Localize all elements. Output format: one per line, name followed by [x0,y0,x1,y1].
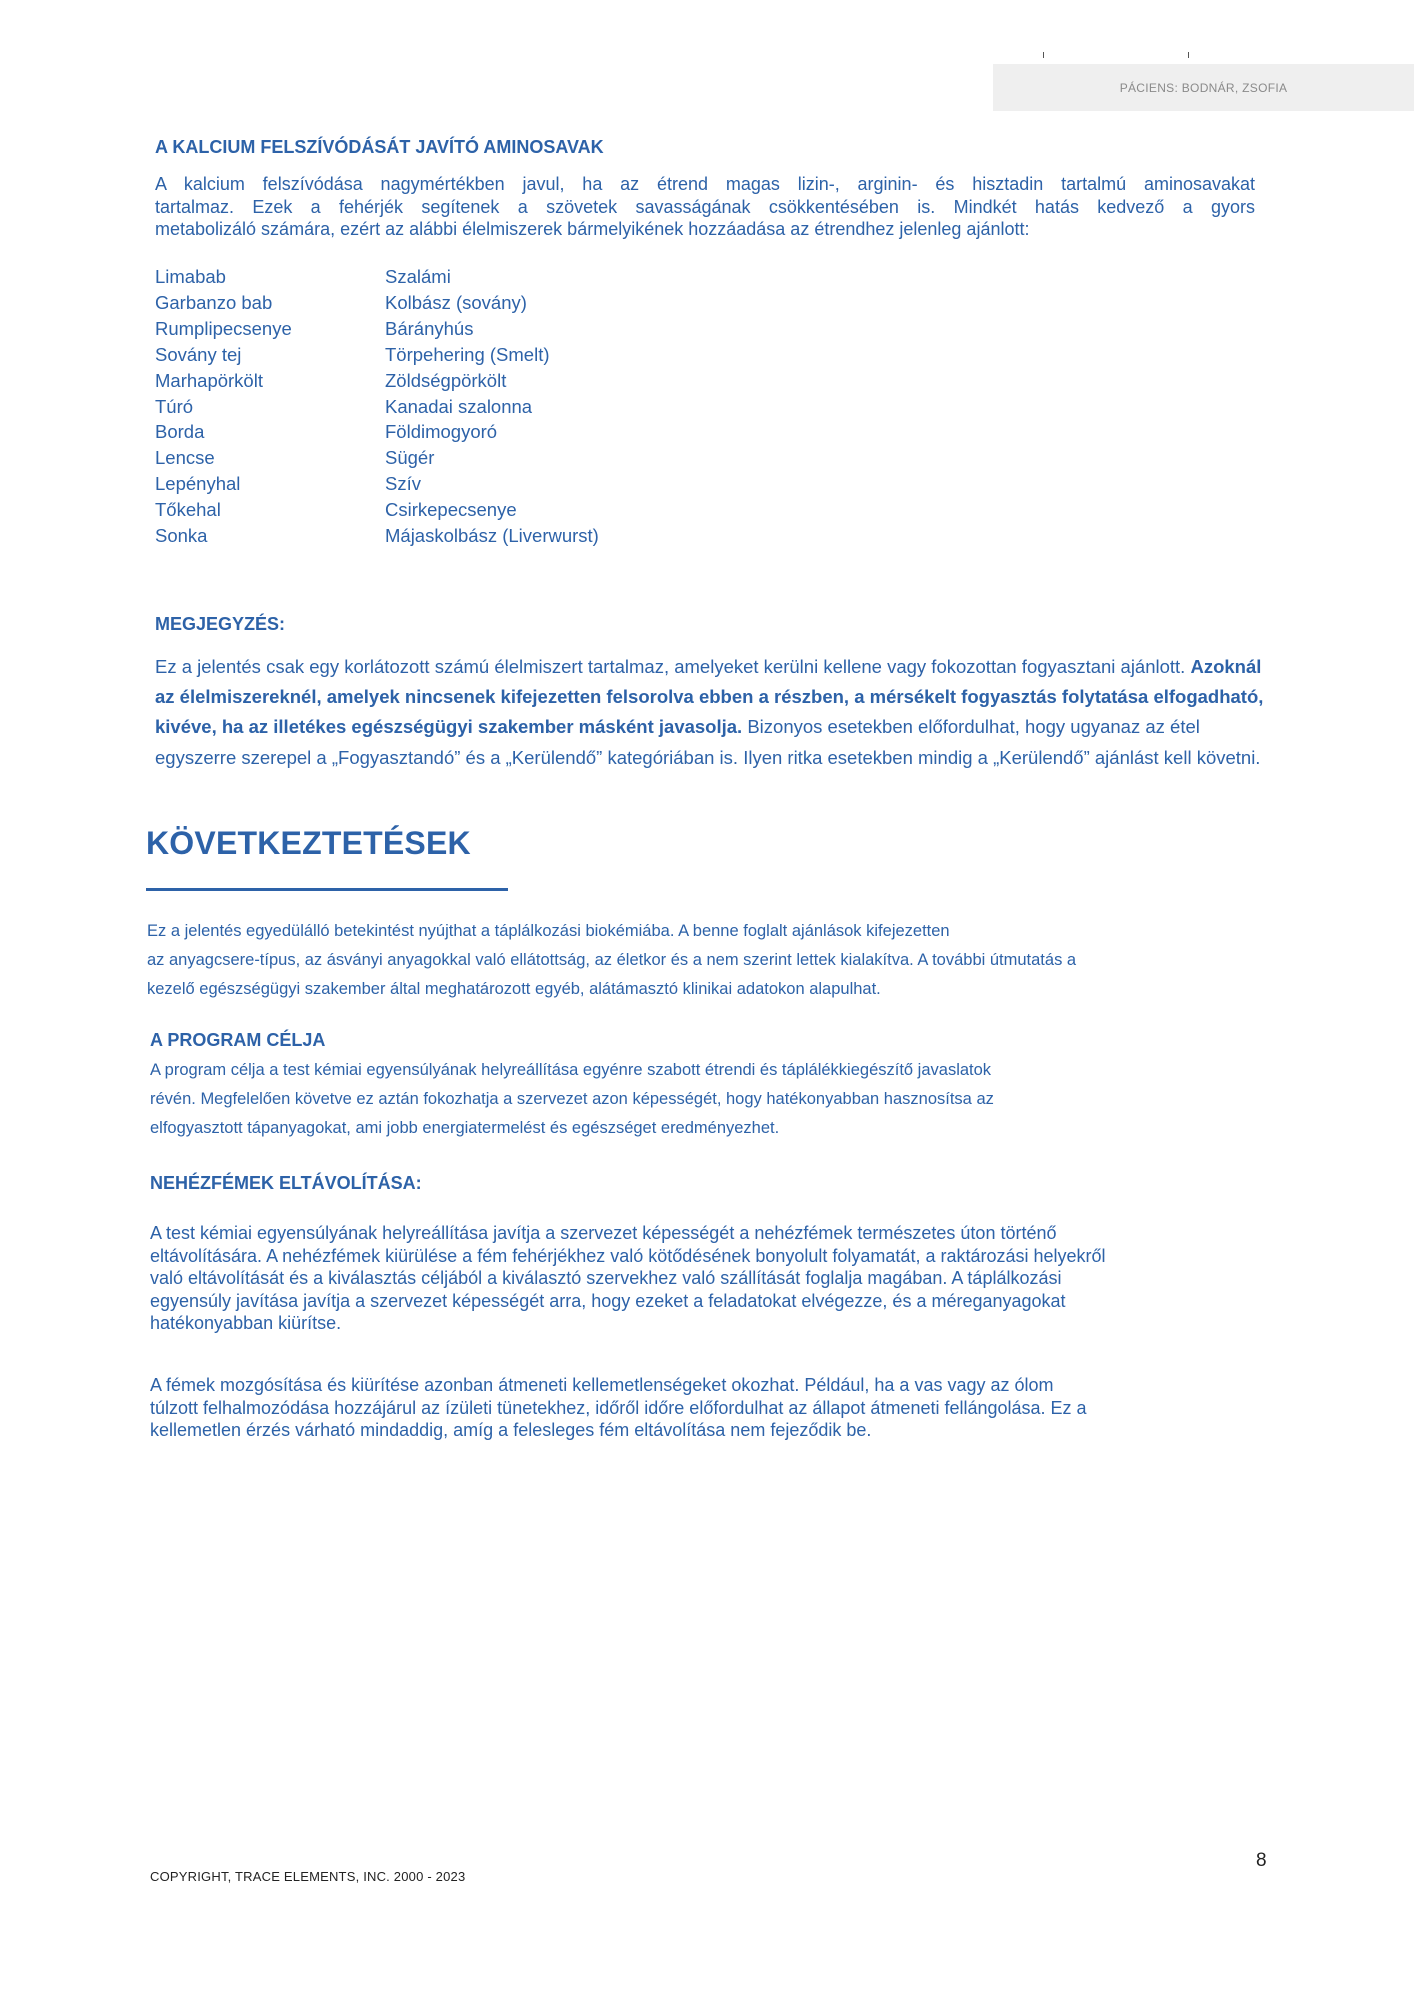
list-item: Kolbász (sovány) [385,291,527,313]
paragraph-line: A kalcium felszívódása nagymértékben javul, ha az étrend magas lizin-, arginin- és hisztadin tartalmú aminosavakat [155,174,1255,194]
paragraph-line: kezelő egészségügyi szakember által meghatározott egyéb, alátámasztó klinikai adatokon alapulhat. [147,980,881,998]
heavy-metals-title: NEHÉZFÉMEK ELTÁVOLÍTÁSA: [150,1173,422,1193]
note-title: MEGJEGYZÉS: [155,614,286,634]
conclusions-paragraph [147,917,1267,1004]
food-list-left [155,264,292,549]
paragraph-line: metabolizáló számára, ezért az alábbi élelmiszerek bármelyikének hozzáadása az étrendhez jelenleg ajánlott: [155,219,1030,239]
paragraph-line: való eltávolítását és a kiválasztás céljából a kiválasztó szervekhez való szállítását foglalja magában. A táplálkozási [150,1268,1062,1288]
amino-acids-paragraph [155,173,1255,241]
paragraph-line: révén. Megfelelően követve ez aztán fokozhatja a szervezet azon képességét, hogy hatékonyabban hasznosítsa az [150,1090,994,1108]
list-item: Bárányhús [385,317,474,339]
paragraph-line: túlzott felhalmozódása hozzájárul az ízületi tünetekhez, időről időre előfordulhat az állapot átmeneti fellángolása. Ez a [150,1397,1087,1418]
heavy-metals-paragraph-1 [150,1222,1270,1335]
list-item: Limabab [155,266,226,287]
paragraph-line: az anyagcsere-típus, az ásványi anyagokkal való ellátottság, az életkor és a nem szerint lettek kialakítva. A további útmutatás a [147,951,1077,969]
note-text-start: Ez a jelentés csak egy korlátozott számú élelmiszert tartalmaz, amelyeket kerülni kellene vagy fokozottan fogyasztani ajánlott. [155,656,1186,677]
list-item: Törpehering (Smelt) [385,343,550,365]
patient-label: PÁCIENS: BODNÁR, ZSOFIA [993,64,1414,111]
list-item: Zöldségpörkölt [385,369,507,391]
list-item: Garbanzo bab [155,291,273,313]
paragraph-line: Ez a jelentés egyedülálló betekintést nyújthat a táplálkozási biokémiába. A benne foglalt ajánlások kifejezetten [147,922,950,940]
list-item: Szív [385,473,421,495]
list-item: Marhapörkölt [155,369,263,391]
list-item: Sügér [385,447,435,469]
paragraph-line: tartalmaz. Ezek a fehérjék segítenek a szövetek savasságának csökkentésében is. Mindkét hatás kedvező a gyors [155,196,1255,217]
list-item: Kanadai szalonna [385,395,533,417]
list-item: Borda [155,421,205,443]
list-item: Szalámi [385,266,451,287]
note-text-end: Bizonyos esetekben előfordulhat, hogy ugyanaz az étel egyszerre szerepel a „Fogyasztandó” és a „Kerülendő” kategóriában is. Ilyen ritka esetekben mindig a „Kerülendő” ajánlást kell követni. [155,716,1261,768]
note-text-bold: Azoknál az élelmiszereknél, amelyek nincsenek kifejezetten felsorolva ebben a részben, a mérsékelt fogyasztás folytatása elfogadható, kivéve, ha az illetékes egészségügyi szakember másként javasolja. [155,656,1264,738]
paragraph-line: eltávolítására. A nehézfémek kiürülése a fém fehérjékhez való kötődésének bonyolult folyamatát, a raktározási helyekről [150,1245,1106,1266]
list-item: Csirkepecsenye [385,499,517,521]
heavy-metals-paragraph-2 [150,1374,1270,1442]
program-title: A PROGRAM CÉLJA [150,1030,326,1050]
paragraph-line: A test kémiai egyensúlyának helyreállítása javítja a szervezet képességét a nehézfémek természetes úton történő [150,1223,1057,1243]
list-item: Túró [155,395,194,417]
footer-copyright: COPYRIGHT, TRACE ELEMENTS, INC. 2000 - 2023 [150,1869,466,1884]
page-number: 8 [1256,1850,1267,1871]
paragraph-line: A program célja a test kémiai egyensúlyának helyreállítása egyénre szabott étrendi és táplálékkiegészítő javaslatok [150,1061,992,1079]
note-paragraph [155,652,1285,773]
paragraph-line: kellemetlen érzés várható mindaddig, amíg a felesleges fém eltávolítása nem fejeződik be. [150,1420,872,1440]
conclusions-underline [146,888,508,891]
paragraph-line: elfogyasztott tápanyagokat, ami jobb energiatermelést és egészséget eredményezhet. [150,1119,780,1137]
paragraph-line: egyensúly javítása javítja a szervezet képességét arra, hogy ezeket a feladatokat elvégezze, és a méreganyagokat [150,1290,1066,1311]
list-item: Májaskolbász (Liverwurst) [385,525,599,547]
list-item: Földimogyoró [385,421,498,443]
paragraph-line: A fémek mozgósítása és kiürítése azonban átmeneti kellemetlenségeket okozhat. Például, ha a vas vagy az ólom [150,1375,1054,1395]
header-tick-left [1043,52,1044,58]
conclusions-title: KÖVETKEZTETÉSEK [146,825,471,861]
list-item: Lepényhal [155,473,241,495]
section-title-amino-acids: A KALCIUM FELSZÍVÓDÁSÁT JAVÍTÓ AMINOSAVAK [155,137,604,157]
header-tick-right [1188,52,1189,58]
program-paragraph [150,1056,1250,1143]
list-item: Lencse [155,447,215,469]
list-item: Tőkehal [155,499,221,521]
list-item: Sonka [155,525,208,547]
list-item: Sovány tej [155,343,242,365]
paragraph-line: hatékonyabban kiürítse. [150,1313,342,1333]
list-item: Rumplipecsenye [155,317,292,339]
food-list-right [385,264,599,549]
